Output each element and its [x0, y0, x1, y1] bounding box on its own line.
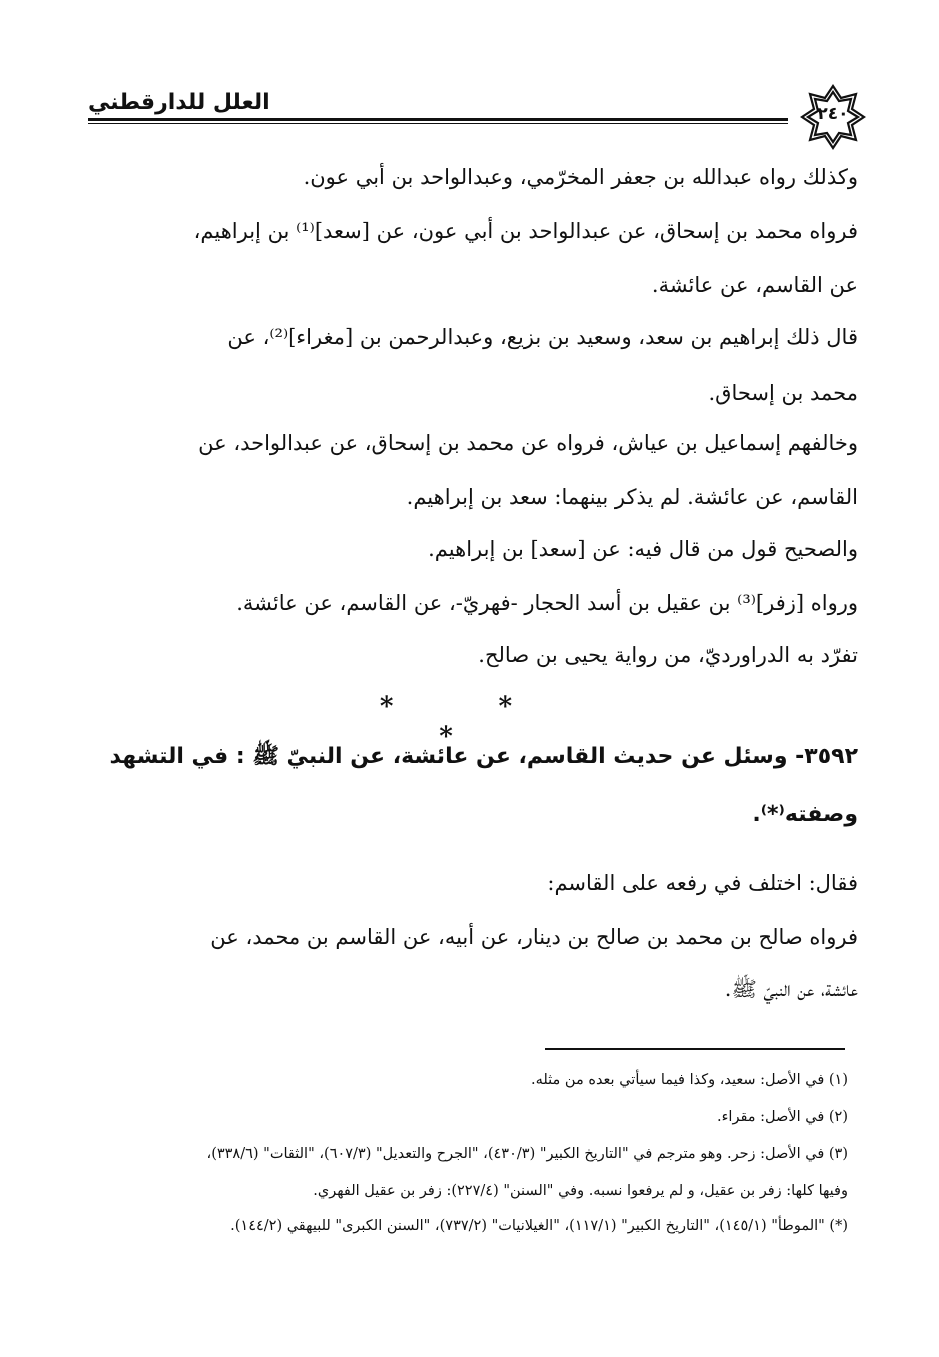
body-line: وخالفهم إسماعيل بن عياش، فرواه عن محمد بن إسحاق، عن عبدالواحد، عن	[198, 431, 858, 455]
body-line: فرواه صالح بن محمد بن صالح بن دينار، عن أبيه، عن القاسم بن محمد، عن	[210, 925, 858, 949]
header-rule-thin	[88, 123, 788, 124]
footnote-rule	[545, 1048, 845, 1050]
entry-heading: ٣٥٩٢- وسئل عن حديث القاسم، عن عائشة، عن النبيّ ﷺ : في التشهد	[109, 744, 858, 769]
body-line: فقال: اختلف في رفعه على القاسم:	[547, 871, 858, 895]
footnote: (*) "الموطأ" (١٤٥/١)، "التاريخ الكبير" (١١٧/١)، "الغيلانيات" (٧٣٧/٢)، "السنن الكبرى" للبيهقي (١٤٤/٢).	[230, 1218, 848, 1234]
body-line: تفرّد به الدراورديّ، من رواية يحيى بن صالح.	[478, 643, 858, 667]
body-line: قال ذلك إبراهيم بن سعد، وسعيد بن بزيع، وعبدالرحمن بن [مغراء]⁽²⁾، عن	[227, 325, 858, 349]
body-line: القاسم، عن عائشة. لم يذكر بينهما: سعد بن إبراهيم.	[406, 485, 858, 509]
body-line: عائشة، عن النبيّ ﷺ.	[724, 977, 858, 1001]
book-title: العلل للدارقطني	[88, 90, 270, 115]
footnote: (١) في الأصل: سعيد، وكذا فيما سيأتي بعده من مثله.	[531, 1072, 848, 1088]
footnote: (٣) في الأصل: زحر. وهو مترجم في "التاريخ الكبير" (٤٣٠/٣)، "الجرح والتعديل" (٦٠٧/٣)، "الثقات" (٣٣٨/٦)،	[206, 1146, 848, 1162]
body-line: ورواه [زفر]⁽³⁾ بن عقيل بن أسد الحجار -فهريّ-، عن القاسم، عن عائشة.	[236, 591, 858, 615]
body-line: محمد بن إسحاق.	[708, 381, 858, 405]
footnote-continued: وفيها كلها: زفر بن عقيل، و لم يرفعوا نسبه. وفي "السنن" (٢٢٧/٤): زفر بن عقيل الفهري.	[313, 1183, 848, 1199]
section-separator: * * *	[379, 692, 561, 752]
body-line: فرواه محمد بن إسحاق، عن عبدالواحد بن أبي عون، عن [سعد]⁽¹⁾ بن إبراهيم،	[193, 219, 858, 243]
body-line: وكذلك رواه عبدالله بن جعفر المخرّمي، وعبدالواحد بن أبي عون.	[303, 165, 858, 189]
entry-heading-continued: وصفته⁽*⁾.	[752, 802, 858, 827]
body-line: والصحيح قول من قال فيه: عن [سعد] بن إبراهيم.	[428, 537, 858, 561]
header-rule	[88, 118, 788, 121]
body-line: عن القاسم، عن عائشة.	[651, 273, 858, 297]
page-number: ٢٤٠	[817, 104, 849, 124]
page-header	[88, 84, 858, 154]
footnote: (٢) في الأصل: مقراء.	[716, 1109, 848, 1125]
